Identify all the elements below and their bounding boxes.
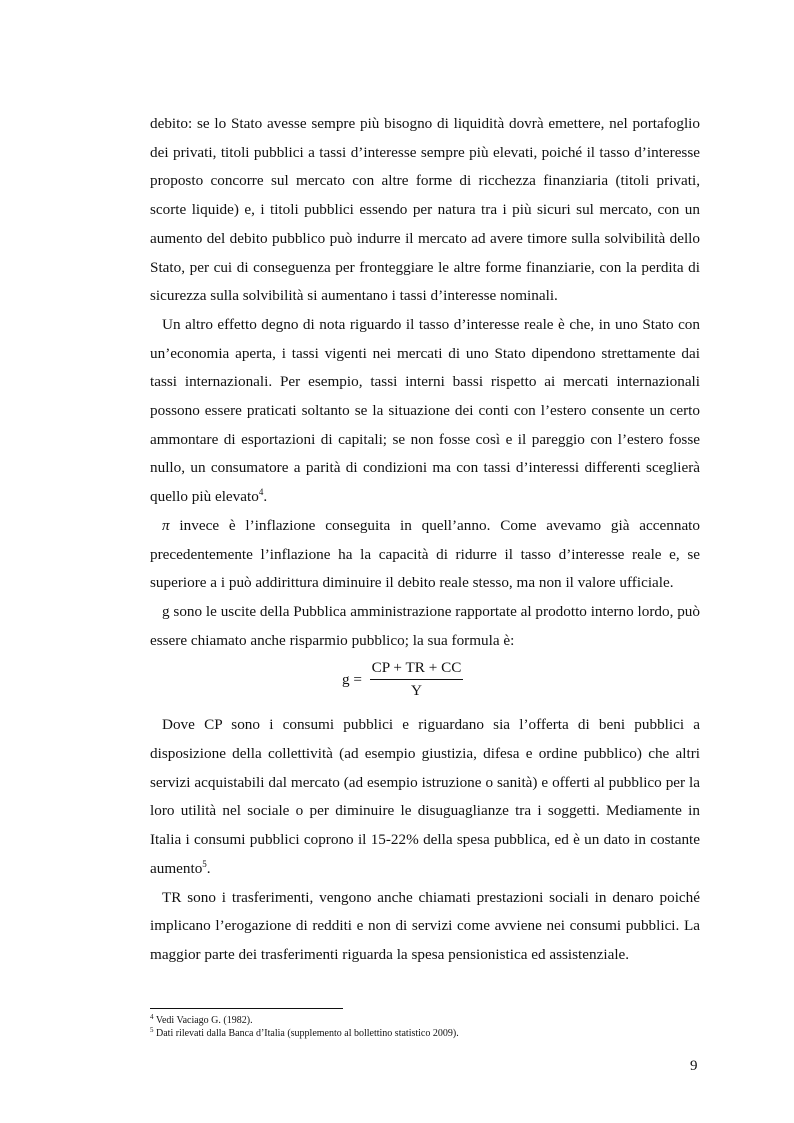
footnote-ref-4[interactable]: 4: [258, 487, 264, 498]
paragraph-text: Dove CP sono i consumi pubblici e riguardano sia l’offerta di beni pubblici a disposizione della collettività (ad esempio giustizia, difesa e ordine pubblico) che altri servizi acquistabili dal mercato (ad esempio istruzione o sanità) e offerti al pubblico per la loro utilità nel sociale o per diminuire le disuguaglianze tra i soggetti. Mediamente in Italia i consumi pubblici coprono il 15-22% della spesa pubblica, ed è un dato in costante aumento: [150, 716, 700, 877]
footnote-number: 4: [150, 1013, 154, 1021]
footnote-4: [150, 1014, 700, 1027]
page-number: 9: [690, 1058, 698, 1074]
paragraph-inflazione: [150, 512, 700, 598]
pi-symbol: π: [162, 516, 170, 534]
page-body: [150, 110, 700, 970]
formula-fraction: [370, 659, 463, 700]
footnote-number: 5: [150, 1026, 154, 1034]
formula-g: [150, 655, 700, 711]
footnotes: [150, 1014, 700, 1040]
paragraph-end: .: [206, 859, 211, 877]
formula-denominator: Y: [411, 682, 422, 700]
formula-lhs: g =: [342, 671, 362, 689]
footnote-text: Vedi Vaciago G. (1982).: [155, 1015, 253, 1026]
paragraph-uscite: g sono le uscite della Pubblica amministrazione rapportate al prodotto interno lordo, può essere chiamato anche risparmio pubblico; la sua formula è:: [150, 602, 700, 649]
footnote-divider: [150, 1008, 343, 1009]
paragraph-text: invece è l’inflazione conseguita in quell’anno. Come avevamo già accennato precedentemente l’inflazione ha la capacità di ridurre il tasso d’interesse reale e, se superiore a i può addirittura diminuire il debito reale stesso, ma non il valore ufficiale.: [150, 516, 700, 592]
footnote-5: [150, 1027, 700, 1040]
paragraph-tasso-reale: [150, 311, 700, 512]
footnote-ref-5[interactable]: 5: [202, 858, 207, 869]
paragraph-trasferimenti: TR sono i trasferimenti, vengono anche chiamati prestazioni sociali in denaro poiché implicano l’erogazione di redditi e non di servizi come avviene nei consumi pubblici. La maggior parte dei trasferimenti riguarda la spesa pensionistica ed assistenziale.: [150, 888, 700, 963]
paragraph-debito: debito: se lo Stato avesse sempre più bisogno di liquidità dovrà emettere, nel portafoglio dei privati, titoli pubblici a tassi d’interesse sempre più elevati, poiché il tasso d’interesse proposto concorre sul mercato con altre forme di ricchezza finanziaria (titoli privati, scorte liquide) e, i titoli pubblici essendo per natura tra i più sicuri sul mercato, con un aumento del debito pubblico può indurre il mercato ad avere timore sulla solvibilità dello Stato, per cui di conseguenza per fronteggiare le altre forme finanziarie, con la perdita di sicurezza sulla solvibilità si aumentano i tassi d’interesse nominali.: [150, 115, 700, 305]
paragraph-text: Un altro effetto degno di nota riguardo il tasso d’interesse reale è che, in uno Stato con un’economia aperta, i tassi vigenti nei mercati di uno Stato dipendono strettamente dai tassi internazionali. Per esempio, tassi interni bassi rispetto ai mercati internazionali possono essere praticati soltanto se la situazione dei conti con l’estero consente un certo ammontare di esportazioni di capitali; se non fosse così e il pareggio con l’estero fosse nullo, un consumatore a parità di condizioni ma con tassi d’interessi differenti sceglierà quello più elevato: [150, 315, 700, 506]
paragraph-consumi-pubblici: [150, 711, 700, 883]
footnote-text: Dati rilevati dalla Banca d’Italia (supplemento al bollettino statistico 2009).: [156, 1028, 459, 1039]
paragraph-end: .: [263, 488, 268, 506]
formula-numerator: CP + TR + CC: [370, 659, 463, 680]
